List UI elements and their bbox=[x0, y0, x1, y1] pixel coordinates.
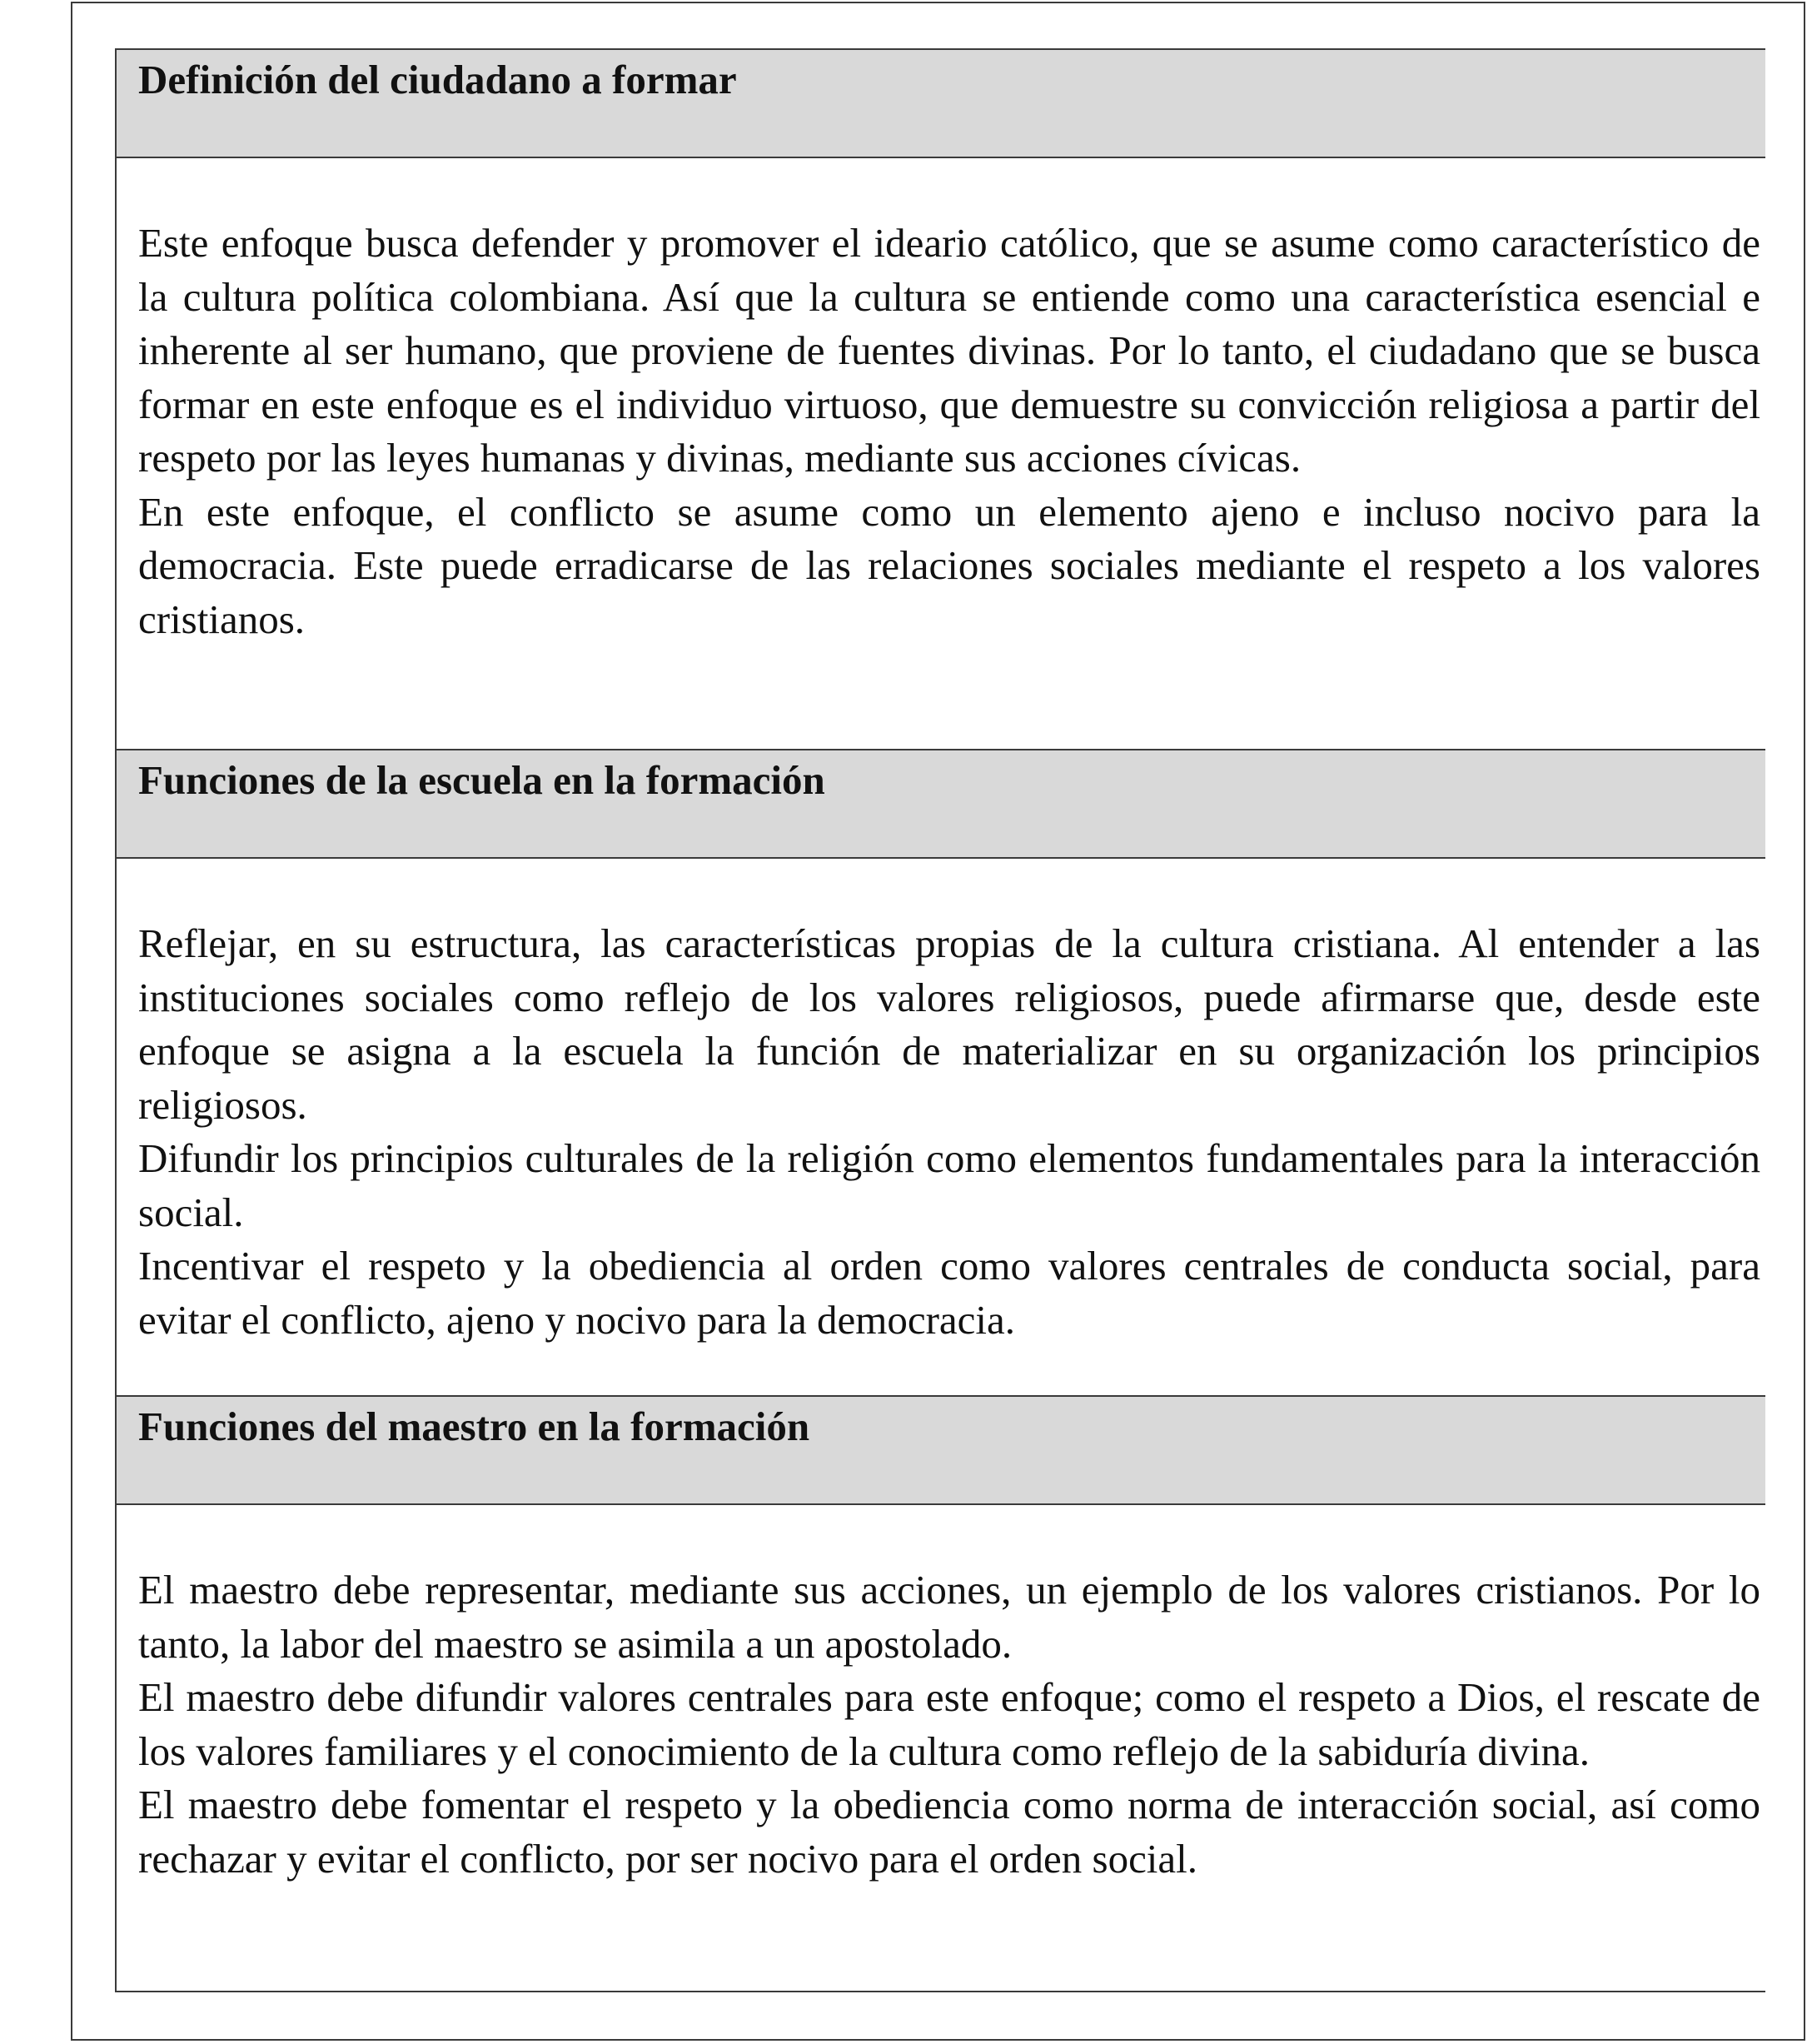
paragraph: En este enfoque, el conflicto se asume como un elemento ajeno e incluso nocivo para la democracia. Este puede erradicarse de las relaciones sociales mediante el respeto a los valores cristianos. bbox=[138, 488, 1760, 642]
section-body-escuela bbox=[117, 859, 1765, 1397]
content-table bbox=[115, 48, 1765, 1992]
paragraph: Difundir los principios culturales de la religión como elementos fundamentales para la interacción social. bbox=[138, 1135, 1760, 1235]
section-heading-ciudadano bbox=[117, 50, 1765, 158]
heading-text: Funciones del maestro en la formación bbox=[138, 1403, 810, 1449]
section-heading-escuela bbox=[117, 750, 1765, 859]
heading-text: Definición del ciudadano a formar bbox=[138, 57, 737, 102]
paragraph: El maestro debe difundir valores centrales para este enfoque; como el respeto a Dios, el rescate de los valores familiares y el conocimiento de la cultura como reflejo de la sabiduría divina. bbox=[138, 1674, 1760, 1774]
section-heading-maestro bbox=[117, 1397, 1765, 1505]
paragraph: Incentivar el respeto y la obediencia al orden como valores centrales de conducta social, para evitar el conflicto, ajeno y nocivo para la democracia. bbox=[138, 1243, 1760, 1343]
paragraph: Reflejar, en su estructura, las características propias de la cultura cristiana. Al entender a las instituciones sociales como reflejo de los valores religiosos, puede afirmarse que, desde este enfoque se asigna a la escuela la función de materializar en su organización los principios religiosos. bbox=[138, 920, 1760, 1128]
paragraph: El maestro debe representar, mediante sus acciones, un ejemplo de los valores cristianos. Por lo tanto, la labor del maestro se asimila a un apostolado. bbox=[138, 1567, 1760, 1667]
section-body-ciudadano bbox=[117, 158, 1765, 750]
paragraph: Este enfoque busca defender y promover el ideario católico, que se asume como característico de la cultura política colombiana. Así que la cultura se entiende como una característica esencial e inherente al ser humano, que proviene de fuentes divinas. Por lo tanto, el ciudadano que se busca formar en este enfoque es el individuo virtuoso, que demuestre su convicción religiosa a partir del respeto por las leyes humanas y divinas, mediante sus acciones cívicas. bbox=[138, 220, 1760, 481]
paragraph: El maestro debe fomentar el respeto y la obediencia como norma de interacción social, así como rechazar y evitar el conflicto, por ser nocivo para el orden social. bbox=[138, 1782, 1760, 1882]
section-body-maestro bbox=[117, 1505, 1765, 1991]
heading-text: Funciones de la escuela en la formación bbox=[138, 757, 825, 803]
